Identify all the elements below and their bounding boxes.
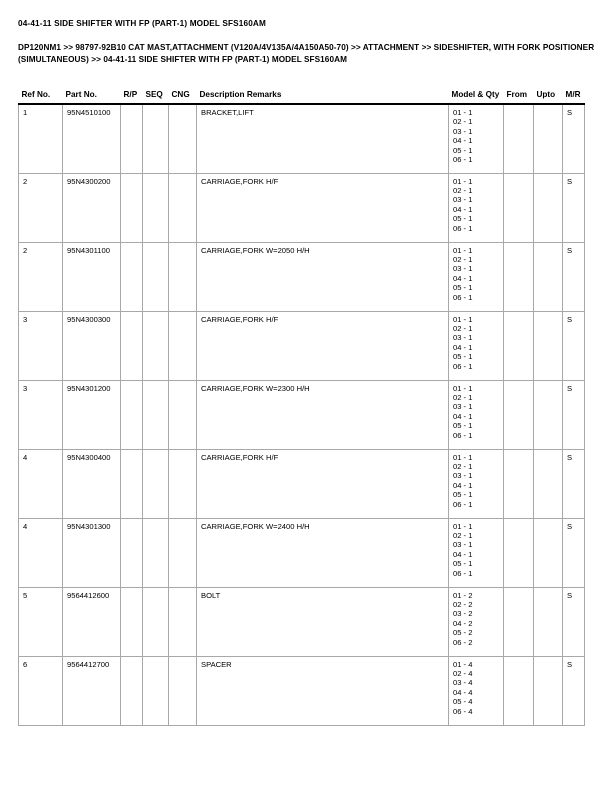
cell-mr: S [563, 173, 585, 242]
cell-part-no: 95N4300400 [63, 449, 121, 518]
model-qty-line: 02 - 1 [453, 185, 473, 195]
column-header-ref-no: Ref No. [21, 90, 51, 99]
cell-model-qty [449, 518, 504, 587]
cell-model-qty [449, 449, 504, 518]
cell-rp [121, 656, 143, 725]
cell-mr: S [563, 449, 585, 518]
cell-seq [143, 173, 169, 242]
cell-mr: S [563, 656, 585, 725]
model-qty-line: 03 - 4 [453, 678, 473, 688]
cell-mr: S [563, 242, 585, 311]
column-header-from: From [506, 90, 527, 99]
cell-seq [143, 311, 169, 380]
model-qty-line: 03 - 1 [453, 195, 473, 205]
cell-seq [143, 656, 169, 725]
model-qty-line: 04 - 2 [453, 618, 473, 628]
model-qty-line: 05 - 1 [453, 145, 473, 155]
cell-cng [169, 242, 197, 311]
model-qty-line: 02 - 4 [453, 668, 473, 678]
cell-model-qty [449, 242, 504, 311]
cell-from [504, 380, 534, 449]
cell-seq [143, 449, 169, 518]
cell-ref-no: 2 [19, 173, 63, 242]
cell-part-no: 95N4510100 [63, 104, 121, 173]
cell-part-no: 95N4300300 [63, 311, 121, 380]
cell-description: CARRIAGE,FORK H/F [197, 311, 449, 380]
cell-description: CARRIAGE,FORK W=2300 H/H [197, 380, 449, 449]
breadcrumb: DP120NM1 >> 98797-92B10 CAT MAST,ATTACHMENT (V120A/4V135A/4A150A50-70) >> ATTACHMENT >> SIDESHIFTER, WITH FORK POSITIONER (SIMULTANEOUS) >> 04-41-11 SIDE SHIFTER WITH FP (PART-1) MODEL SFS160AM [18, 43, 595, 64]
cell-upto [534, 311, 563, 380]
cell-rp [121, 311, 143, 380]
cell-seq [143, 104, 169, 173]
model-qty-line: 05 - 4 [453, 697, 473, 707]
model-qty-line: 01 - 4 [453, 659, 473, 669]
cell-cng [169, 518, 197, 587]
model-qty-line: 03 - 2 [453, 609, 473, 619]
model-qty-line: 05 - 1 [453, 490, 473, 500]
cell-description: BOLT [197, 587, 449, 656]
cell-ref-no: 4 [19, 449, 63, 518]
model-qty-line: 01 - 1 [453, 314, 473, 324]
model-qty-line: 06 - 1 [453, 292, 473, 302]
model-qty-line: 03 - 1 [453, 402, 473, 412]
cell-seq [143, 587, 169, 656]
cell-part-no: 95N4301200 [63, 380, 121, 449]
model-qty-line: 01 - 1 [453, 383, 473, 393]
cell-part-no: 95N4300200 [63, 173, 121, 242]
cell-rp [121, 242, 143, 311]
cell-mr: S [563, 518, 585, 587]
cell-upto [534, 242, 563, 311]
table-row [19, 449, 585, 518]
model-qty-line: 04 - 4 [453, 687, 473, 697]
model-qty-line: 04 - 1 [453, 411, 473, 421]
cell-ref-no: 6 [19, 656, 63, 725]
model-qty-line: 02 - 1 [453, 530, 473, 540]
cell-description: SPACER [197, 656, 449, 725]
model-qty-line: 06 - 2 [453, 637, 473, 647]
cell-cng [169, 173, 197, 242]
cell-cng [169, 656, 197, 725]
model-qty-line: 01 - 1 [453, 176, 473, 186]
cell-rp [121, 380, 143, 449]
model-qty-line: 03 - 1 [453, 264, 473, 274]
table-row [19, 380, 585, 449]
cell-mr: S [563, 104, 585, 173]
cell-rp [121, 518, 143, 587]
cell-description: CARRIAGE,FORK W=2050 H/H [197, 242, 449, 311]
cell-upto [534, 380, 563, 449]
cell-from [504, 518, 534, 587]
model-qty-line: 02 - 1 [453, 392, 473, 402]
table-head [19, 86, 585, 104]
model-qty-line: 01 - 2 [453, 590, 473, 600]
table-row [19, 104, 585, 173]
model-qty-line: 06 - 1 [453, 361, 473, 371]
parts-table-container [18, 86, 584, 726]
cell-upto [534, 173, 563, 242]
cell-from [504, 656, 534, 725]
cell-part-no: 95N4301300 [63, 518, 121, 587]
model-qty-line: 06 - 1 [453, 568, 473, 578]
cell-model-qty [449, 173, 504, 242]
cell-from [504, 587, 534, 656]
cell-ref-no: 4 [19, 518, 63, 587]
cell-part-no: 9564412600 [63, 587, 121, 656]
model-qty-line: 02 - 2 [453, 599, 473, 609]
column-header-cng: CNG [171, 90, 190, 99]
cell-mr: S [563, 311, 585, 380]
cell-ref-no: 5 [19, 587, 63, 656]
model-qty-line: 04 - 1 [453, 204, 473, 214]
cell-rp [121, 173, 143, 242]
table-row [19, 656, 585, 725]
model-qty-line: 01 - 1 [453, 108, 473, 117]
cell-cng [169, 587, 197, 656]
column-header-upto: Upto [536, 90, 556, 99]
model-qty-line: 05 - 1 [453, 214, 473, 224]
model-qty-line: 05 - 2 [453, 628, 473, 638]
model-qty-line: 03 - 1 [453, 540, 473, 550]
cell-ref-no: 3 [19, 311, 63, 380]
table-header-row [19, 86, 585, 104]
model-qty-line: 02 - 1 [453, 254, 473, 264]
table-row [19, 173, 585, 242]
model-qty-line: 04 - 1 [453, 136, 473, 146]
cell-description: BRACKET,LIFT [197, 104, 449, 173]
cell-upto [534, 656, 563, 725]
cell-part-no: 9564412700 [63, 656, 121, 725]
cell-cng [169, 380, 197, 449]
cell-description: CARRIAGE,FORK H/F [197, 449, 449, 518]
cell-ref-no: 1 [19, 104, 63, 173]
cell-upto [534, 587, 563, 656]
table-row [19, 242, 585, 311]
model-qty-line: 01 - 1 [453, 521, 473, 531]
model-qty-line: 06 - 1 [453, 155, 473, 165]
model-qty-line: 06 - 1 [453, 499, 473, 509]
cell-seq [143, 242, 169, 311]
cell-upto [534, 104, 563, 173]
cell-upto [534, 449, 563, 518]
parts-table [18, 86, 585, 726]
table-row [19, 311, 585, 380]
model-qty-line: 06 - 1 [453, 223, 473, 233]
cell-seq [143, 518, 169, 587]
cell-model-qty [449, 380, 504, 449]
model-qty-line: 01 - 1 [453, 452, 473, 462]
table-row [19, 587, 585, 656]
cell-ref-no: 3 [19, 380, 63, 449]
column-header-part-no: Part No. [65, 90, 97, 99]
cell-rp [121, 104, 143, 173]
cell-mr: S [563, 587, 585, 656]
cell-from [504, 449, 534, 518]
model-qty-line: 04 - 1 [453, 273, 473, 283]
model-qty-line: 03 - 1 [453, 471, 473, 481]
model-qty-line: 05 - 1 [453, 352, 473, 362]
cell-model-qty [449, 587, 504, 656]
cell-seq [143, 380, 169, 449]
model-qty-line: 03 - 1 [453, 126, 473, 136]
model-qty-line: 06 - 4 [453, 706, 473, 716]
cell-part-no: 95N4301100 [63, 242, 121, 311]
cell-cng [169, 104, 197, 173]
model-qty-line: 01 - 1 [453, 245, 473, 255]
model-qty-line: 03 - 1 [453, 333, 473, 343]
column-header-mr: M/R [565, 90, 581, 99]
cell-upto [534, 518, 563, 587]
model-qty-line: 06 - 1 [453, 430, 473, 440]
column-header-rp: R/P [123, 90, 138, 99]
table-row [19, 518, 585, 587]
cell-ref-no: 2 [19, 242, 63, 311]
cell-cng [169, 449, 197, 518]
model-qty-line: 05 - 1 [453, 421, 473, 431]
model-qty-line: 02 - 1 [453, 461, 473, 471]
model-qty-line: 04 - 1 [453, 480, 473, 490]
cell-cng [169, 311, 197, 380]
cell-rp [121, 587, 143, 656]
cell-mr: S [563, 380, 585, 449]
cell-model-qty [449, 311, 504, 380]
column-header-model-qty: Model & Qty [451, 90, 500, 99]
cell-from [504, 242, 534, 311]
cell-from [504, 104, 534, 173]
table-body [19, 104, 585, 725]
page-title: 04-41-11 SIDE SHIFTER WITH FP (PART-1) MODEL SFS160AM [18, 19, 266, 28]
cell-from [504, 173, 534, 242]
cell-from [504, 311, 534, 380]
model-qty-line: 05 - 1 [453, 559, 473, 569]
cell-rp [121, 449, 143, 518]
cell-description: CARRIAGE,FORK H/F [197, 173, 449, 242]
model-qty-line: 02 - 1 [453, 323, 473, 333]
model-qty-line: 02 - 1 [453, 117, 473, 127]
cell-description: CARRIAGE,FORK W=2400 H/H [197, 518, 449, 587]
cell-model-qty [449, 656, 504, 725]
model-qty-line: 04 - 1 [453, 549, 473, 559]
column-header-description: Description Remarks [199, 90, 282, 99]
column-header-seq: SEQ [145, 90, 163, 99]
cell-model-qty [449, 104, 504, 173]
model-qty-line: 04 - 1 [453, 342, 473, 352]
model-qty-line: 05 - 1 [453, 283, 473, 293]
